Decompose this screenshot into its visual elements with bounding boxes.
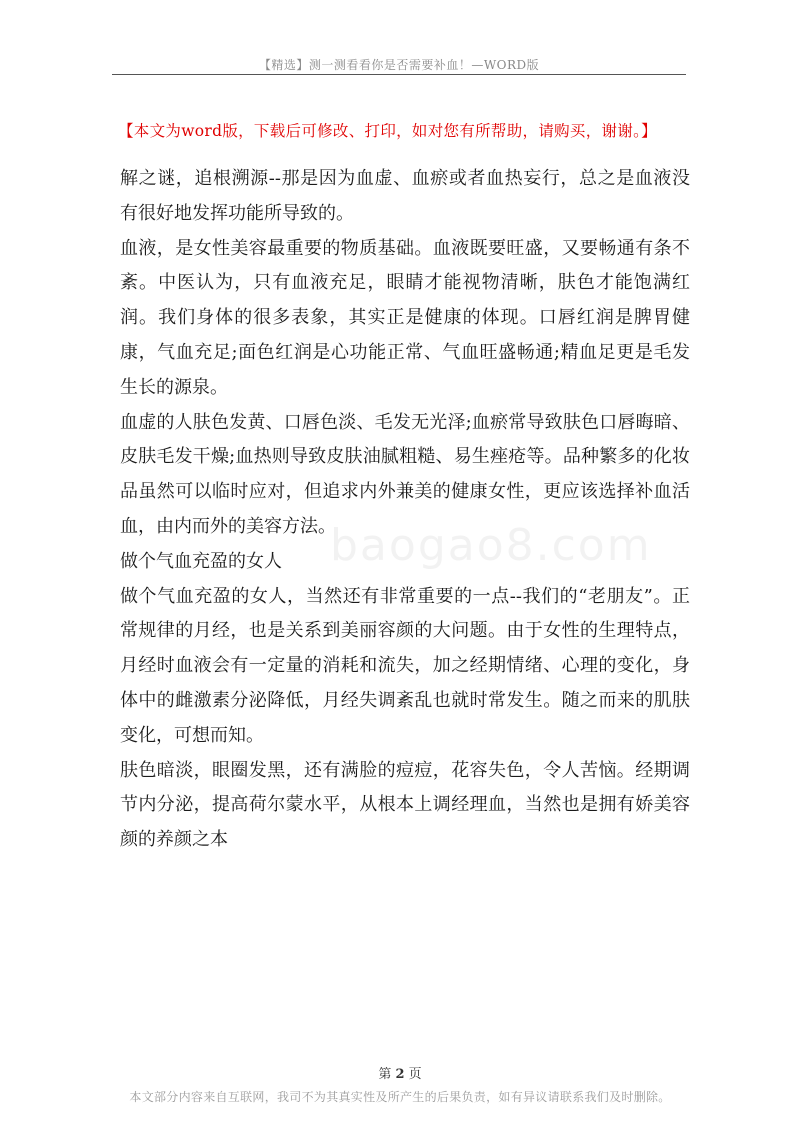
watermark: baogao8.com <box>330 520 652 571</box>
paragraph-5: 肤色暗淡，眼圈发黑，还有满脸的痘痘，花容失色，令人苦恼。经期调节内分泌，提高荷尔蒙水平，从根本上调经理血，当然也是拥有娇美容颜的养颜之本 <box>120 759 690 851</box>
page-prefix: 第 <box>378 1067 392 1082</box>
paragraph-2: 血液，是女性美容最重要的物质基础。血液既要旺盛，又要畅通有条不紊。中医认为，只有血液充足，眼睛才能视物清晰，肤色才能饱满红润。我们身体的很多表象，其实正是健康的体现。口唇红润是脾胃健康，气血充足;面色红润是心功能正常、气血旺盛畅通;精血足更是毛发生长的源泉。 <box>120 237 690 398</box>
page-number-value: 2 <box>395 1067 405 1082</box>
page-header: 【精选】测一测看看你是否需要补血！—WORD版 <box>258 58 540 72</box>
paragraph-3: 血虚的人肤色发黄、口唇色淡、毛发无光泽;血瘀常导致肤色口唇晦暗、皮肤毛发干燥;血热则导致皮肤油腻粗糙、易生痤疮等。品种繁多的化妆品虽然可以临时应对，但追求内外兼美的健康女性，更应该选择补血活血，由内而外的美容方法。 <box>120 411 690 537</box>
section-heading: 做个气血充盈的女人 <box>120 550 282 572</box>
red-notice: 【本文为word版，下载后可修改、打印，如对您有所帮助，请购买，谢谢。】 <box>118 122 657 140</box>
page-footer: 本文部分内容来自互联网，我司不为其真实性及所产生的后果负责，如有异议请联系我们及时删除。 <box>129 1090 671 1104</box>
paragraph-1: 解之谜，追根溯源--那是因为血虚、血瘀或者血热妄行，总之是血液没有很好地发挥功能所导致的。 <box>120 168 690 224</box>
paragraph-4: 做个气血充盈的女人，当然还有非常重要的一点--我们的“老朋友”。正常规律的月经，也是关系到美丽容颜的大问题。由于女性的生理特点，月经时血液会有一定量的消耗和流失，加之经期情绪、心理的变化，身体中的雌激素分泌降低，月经失调紊乱也就时常发生。随之而来的肌肤变化，可想而知。 <box>120 585 690 746</box>
header-divider <box>112 74 686 75</box>
document-body <box>120 162 690 858</box>
page-suffix: 页 <box>408 1067 422 1082</box>
page-number <box>0 1063 800 1082</box>
